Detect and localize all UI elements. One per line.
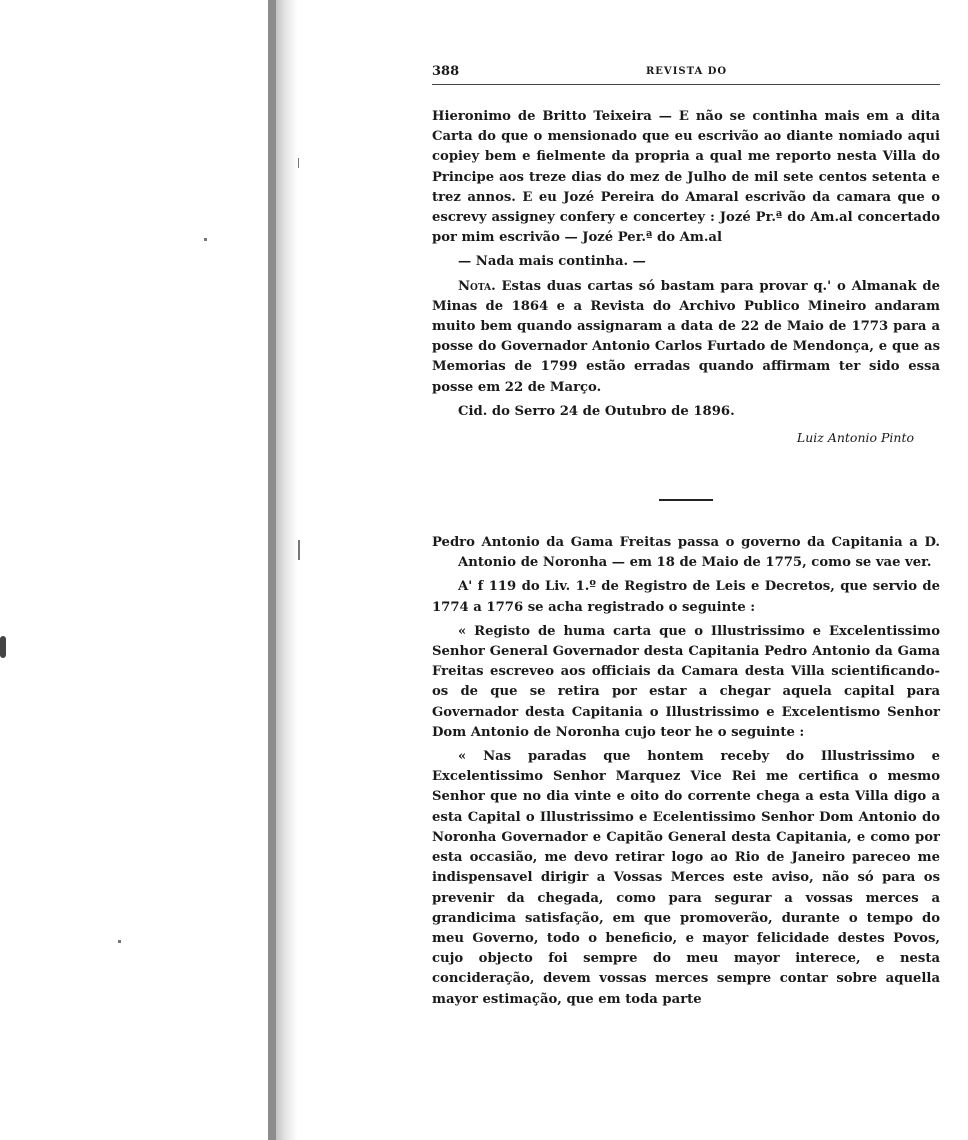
paragraph-registro: A' f 119 do Liv. 1.º de Registro de Leis e Decretos, que servio de 1774 a 1776 se acha registrado o seguinte :: [432, 579, 940, 615]
nota-text: Estas duas cartas só bastam para provar q.' o Almanak de Minas de 1864 e a Revista do Archivo Publico Mineiro andaram muito bem quando assignaram a data de 22 de Maio de 1773 para a posse do Governador Antonio Carlos Furtado de Mendonça, e que as Memorias de 1799 estão erradas quando affirmam ter sido essa posse em 22 de Março.: [432, 278, 940, 395]
paragraph-registo-carta: « Registo de huma carta que o Illustrissimo e Excelentissimo Senhor General Governador desta Capitania Pedro Antonio da Gama Freitas escreveo aos officiais da Camara desta Villa scientificando-os de que se retira por estar a chegar aquela capital para Governador desta Capitania o Illustrissimo e Excelentismo Senhor Dom Antonio de Noronha cujo teor he o seguinte :: [432, 623, 940, 740]
scan-speck: [204, 238, 207, 241]
paragraph-nada-mais: — Nada mais continha. —: [458, 254, 646, 270]
paragraph-carta-text: « Nas paradas que hontem receby do Illustrissimo e Excelentissimo Senhor Marquez Vice Rei me certifica o mesmo Senhor que no dia vinte e oito do corrente chega a esta Villa digo a esta Capital o Illustrissimo e Ecelentissimo Senhor Dom Antonio do Noronha Governador e Capitão General desta Capitania, e como por esta occasião, me devo retirar logo ao Rio de Janeiro pareceo me indispensavel dirigir a Vossas Merces este aviso, não só para os prevenir da chegada, como para segurar a vossas merces a grandicima satisfação, em que promoverão, durante o tempo do meu Governo, todo o beneficio, e mayor felicidade destes Povos, cujo objecto foi sempre do meu mayor interece, e nesta concideração, devem vossas merces sempre contar sobre aquella mayor estimação, que em toda parte: [432, 749, 940, 1007]
dateline: Cid. do Serro 24 de Outubro de 1896.: [458, 403, 735, 419]
signature: Luiz Antonio Pinto: [796, 430, 914, 446]
scan-blot: [0, 636, 6, 658]
section-separator: [659, 499, 713, 501]
scan-mark: [298, 158, 299, 168]
paragraph-nota: [432, 277, 940, 398]
running-title: REVISTA DO: [646, 66, 728, 77]
paragraph-letter-end: Hieronimo de Britto Teixeira — E não se continha mais em a dita Carta do que o mensionado que eu escrivão ao diante nomiado aqui copiey bem e fielmente da propria a qual me reporto nesta Villa do Principe aos treze dias do mez de Julho de mil sete centos setenta e trez annos. E eu Jozé Pereira do Amaral escrivão da camara que o escrevy assigney confery e concertey : Jozé Pr.ª do Am.al concertado por mim escrivão — Jozé Per.ª do Am.al: [432, 109, 940, 246]
nota-label: Nota.: [458, 278, 496, 294]
page-number: 388: [432, 64, 460, 79]
scan-speck: [118, 940, 121, 943]
scan-mark: [298, 540, 300, 560]
section-title: Pedro Antonio da Gama Freitas passa o governo da Capitania a D. Antonio de Noronha — em 18 de Maio de 1775, como se vae ver.: [432, 535, 940, 571]
book-spine-edge: [268, 0, 276, 1140]
page-header: [432, 60, 940, 85]
book-page: [432, 60, 940, 1010]
